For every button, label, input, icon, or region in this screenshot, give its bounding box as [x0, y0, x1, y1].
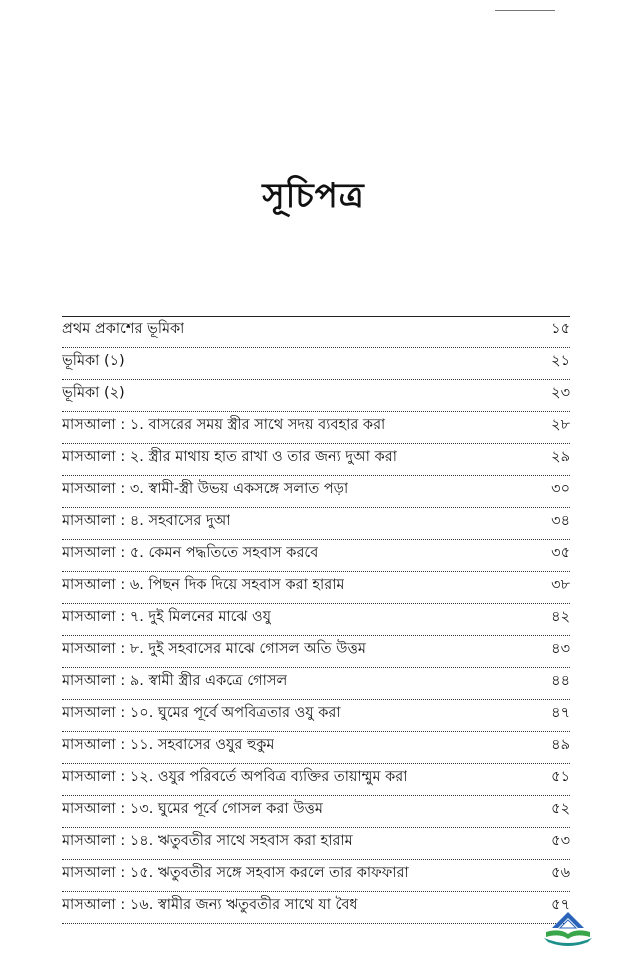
- toc-entry-page: ৪৯: [551, 737, 570, 753]
- toc-entry-page: ৪৩: [551, 641, 570, 657]
- toc-entry-label: মাসআলা : ১৬. স্বামীর জন্য ঋতুবতীর সাথে যা বৈধ: [62, 897, 358, 913]
- toc-entry: [62, 636, 570, 668]
- toc-entry-label: ভূমিকা (২): [62, 385, 125, 401]
- toc-entry: [62, 860, 570, 892]
- toc-entry: [62, 540, 570, 572]
- toc-entry-label: মাসআলা : ৫. কেমন পদ্ধতিতে সহবাস করবে: [62, 545, 319, 561]
- toc-entry-page: ৫২: [551, 801, 570, 817]
- toc-entry: [62, 892, 570, 924]
- toc-entry-label: মাসআলা : ২. স্ত্রীর মাথায় হাত রাখা ও তার জন্য দুআ করা: [62, 449, 397, 465]
- toc-entry-page: ২৩: [551, 385, 570, 401]
- toc-entry-label: ভূমিকা (১): [62, 353, 125, 369]
- toc-entry-page: ৫৬: [551, 865, 570, 881]
- toc-entry: [62, 444, 570, 476]
- toc-entry-page: ৪৪: [551, 673, 570, 689]
- table-of-contents: [62, 316, 570, 924]
- toc-entry-page: ৫৩: [551, 833, 570, 849]
- toc-entry-page: ১৫: [551, 321, 570, 337]
- toc-entry-page: ৫৭: [551, 897, 570, 913]
- toc-entry: [62, 380, 570, 412]
- toc-entry: [62, 476, 570, 508]
- toc-entry: [62, 412, 570, 444]
- toc-entry-label: মাসআলা : ১৩. ঘুমের পূর্বে গোসল করা উত্তম: [62, 801, 323, 817]
- publisher-logo-icon: [540, 908, 596, 948]
- toc-entry: [62, 796, 570, 828]
- toc-entry-page: ৩০: [551, 481, 570, 497]
- top-rule: [495, 10, 555, 11]
- toc-entry: [62, 764, 570, 796]
- toc-entry: [62, 604, 570, 636]
- toc-entry-label: মাসআলা : ৯. স্বামী স্ত্রীর একত্রে গোসল: [62, 673, 288, 689]
- toc-entry: [62, 316, 570, 348]
- toc-entry-page: ৩৪: [551, 513, 570, 529]
- toc-entry-label: মাসআলা : ৮. দুই সহবাসের মাঝে গোসল অতি উত্তম: [62, 641, 366, 657]
- toc-entry-label: মাসআলা : ১৫. ঋতুবতীর সঙ্গে সহবাস করলে তার কাফফারা: [62, 865, 409, 881]
- toc-entry-page: ৪৭: [551, 705, 570, 721]
- toc-entry-label: মাসআলা : ১৪. ঋতুবতীর সাথে সহবাস করা হারাম: [62, 833, 353, 849]
- toc-entry: [62, 508, 570, 540]
- toc-entry-label: মাসআলা : ৬. পিছন দিক দিয়ে সহবাস করা হারাম: [62, 577, 345, 593]
- toc-entry-page: ৩৫: [551, 545, 570, 561]
- toc-entry-page: ২৯: [551, 449, 570, 465]
- toc-entry-page: ২১: [551, 353, 570, 369]
- toc-entry: [62, 668, 570, 700]
- toc-entry: [62, 732, 570, 764]
- toc-entry: [62, 348, 570, 380]
- toc-entry: [62, 828, 570, 860]
- toc-entry-label: মাসআলা : ১২. ওযুর পরিবর্তে অপবিত্র ব্যক্তির তায়াম্মুম করা: [62, 769, 408, 785]
- toc-entry-label: মাসআলা : ১১. সহবাসের ওযুর হুকুম: [62, 737, 275, 753]
- toc-entry: [62, 572, 570, 604]
- toc-entry-label: মাসআলা : ১০. ঘুমের পূর্বে অপবিত্রতার ওযু করা: [62, 705, 341, 721]
- toc-entry-page: ৪২: [551, 609, 570, 625]
- toc-entry-label: প্রথম প্রকাশের ভূমিকা: [62, 321, 185, 337]
- page-title: সূচিপত্র: [262, 176, 365, 216]
- toc-entry-page: ৫১: [551, 769, 570, 785]
- toc-entry-label: মাসআলা : ১. বাসরের সময় স্ত্রীর সাথে সদয় ব্যবহার করা: [62, 417, 386, 433]
- toc-entry-label: মাসআলা : ৪. সহবাসের দুআ: [62, 513, 231, 529]
- toc-entry: [62, 700, 570, 732]
- toc-entry-label: মাসআলা : ৭. দুই মিলনের মাঝে ওযু: [62, 609, 272, 625]
- toc-entry-page: ৩৮: [551, 577, 570, 593]
- toc-entry-page: ২৮: [551, 417, 570, 433]
- toc-entry-label: মাসআলা : ৩. স্বামী-স্ত্রী উভয় একসঙ্গে সলাত পড়া: [62, 481, 349, 497]
